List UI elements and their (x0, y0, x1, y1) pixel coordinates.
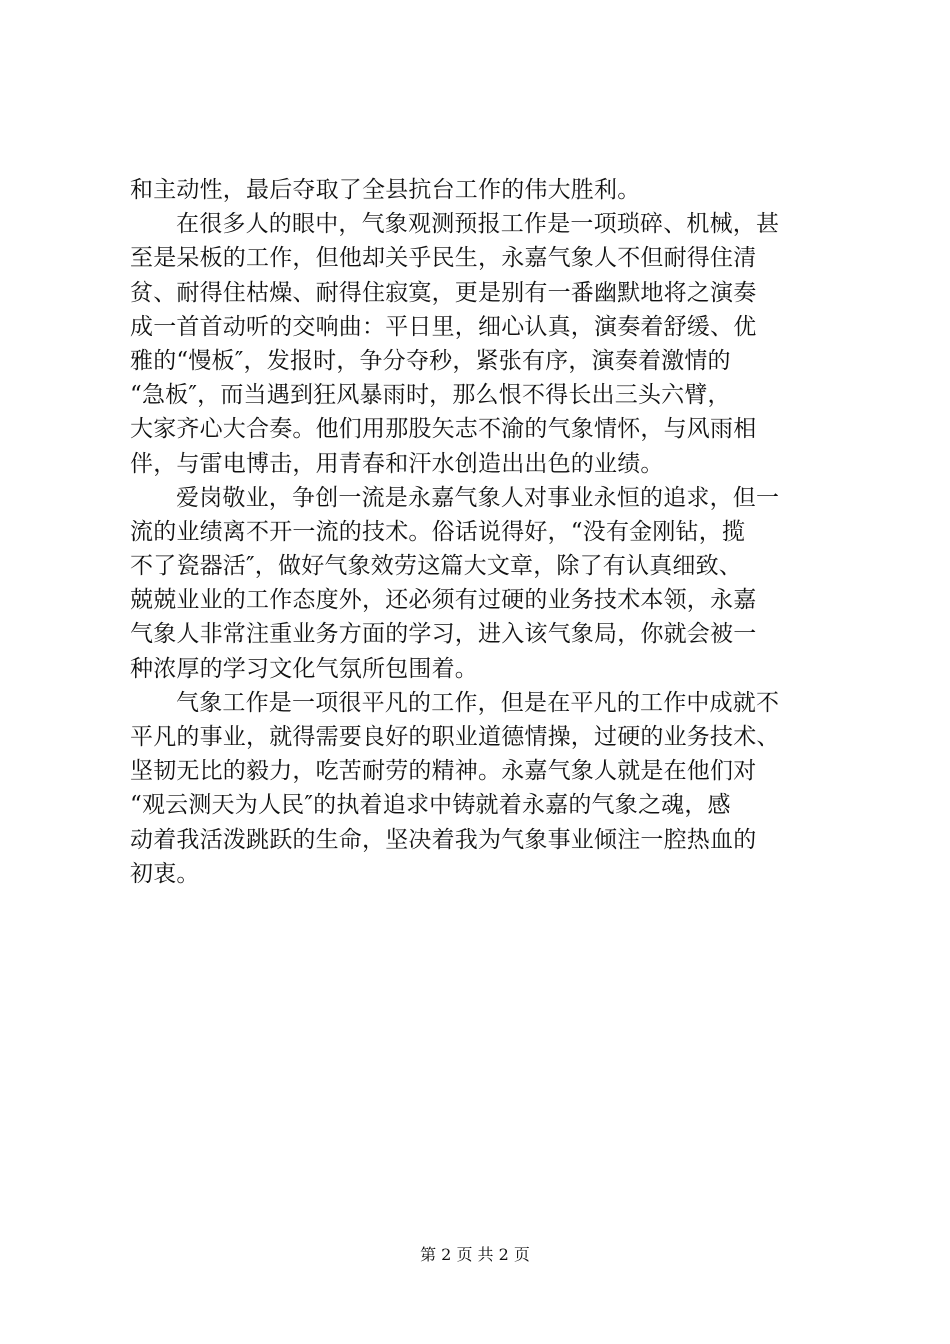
text-line: 平凡的事业，就得需要良好的职业道德情操，过硬的业务技术、 (130, 724, 780, 750)
text-line: 大家齐心大合奏。他们用那股矢志不渝的气象情怀，与风雨相 (130, 416, 757, 443)
text-line: 初衷。 (130, 860, 200, 887)
text-line: 不了瓷器活″，做好气象效劳这篇大文章，除了有认真细致、 (130, 553, 742, 580)
text-line: 成一首首动听的交响曲：平日里，细心认真，演奏着舒缓、优 (130, 313, 757, 340)
text-line: 雅的“慢板″，发报时，争分夺秒，紧张有序，演奏着激情的 (130, 347, 731, 374)
text-line: 种浓厚的学习文化气氛所包围着。 (130, 655, 478, 682)
text-line: 伴，与雷电博击，用青春和汗水创造出出色的业绩。 (130, 450, 664, 477)
text-line: 动着我活泼跳跃的生命，坚决着我为气象事业倾注一腔热血的 (130, 826, 757, 853)
text-line: “观云测天为人民″的执着追求中铸就着永嘉的气象之魂，感 (130, 792, 731, 819)
text-line: 坚韧无比的毅力，吃苦耐劳的精神。永嘉气象人就是在他们对 (130, 758, 757, 785)
paragraph-start-line: 在很多人的眼中，气象观测预报工作是一项琐碎、机械，甚 (176, 211, 780, 238)
paragraph-start-line: 爱岗敬业，争创一流是永嘉气象人对事业永恒的追求，但一 (176, 484, 780, 511)
text-line: 气象人非常注重业务方面的学习，进入该气象局，你就会被一 (130, 621, 757, 648)
text-line: 贫、耐得住枯燥、耐得住寂寞，更是别有一番幽默地将之演奏 (130, 279, 757, 306)
text-line: 兢兢业业的工作态度外，还必须有过硬的业务技术本领，永嘉 (130, 587, 757, 614)
text-line: 流的业绩离不开一流的技术。俗话说得好，“没有金刚钻，揽 (130, 518, 746, 545)
paragraph-start-line: 气象工作是一项很平凡的工作，但是在平凡的工作中成就不 (176, 689, 780, 716)
text-line: 至是呆板的工作，但他却关乎民生，永嘉气象人不但耐得住清 (130, 245, 757, 272)
body-text (130, 173, 835, 891)
text-line: “急板″，而当遇到狂风暴雨时，那么恨不得长出三头六臂， (130, 382, 731, 409)
page-number-footer: 第 2 页 共 2 页 (420, 1245, 530, 1264)
text-line: 和主动性，最后夺取了全县抗台工作的伟大胜利。 (130, 177, 641, 203)
